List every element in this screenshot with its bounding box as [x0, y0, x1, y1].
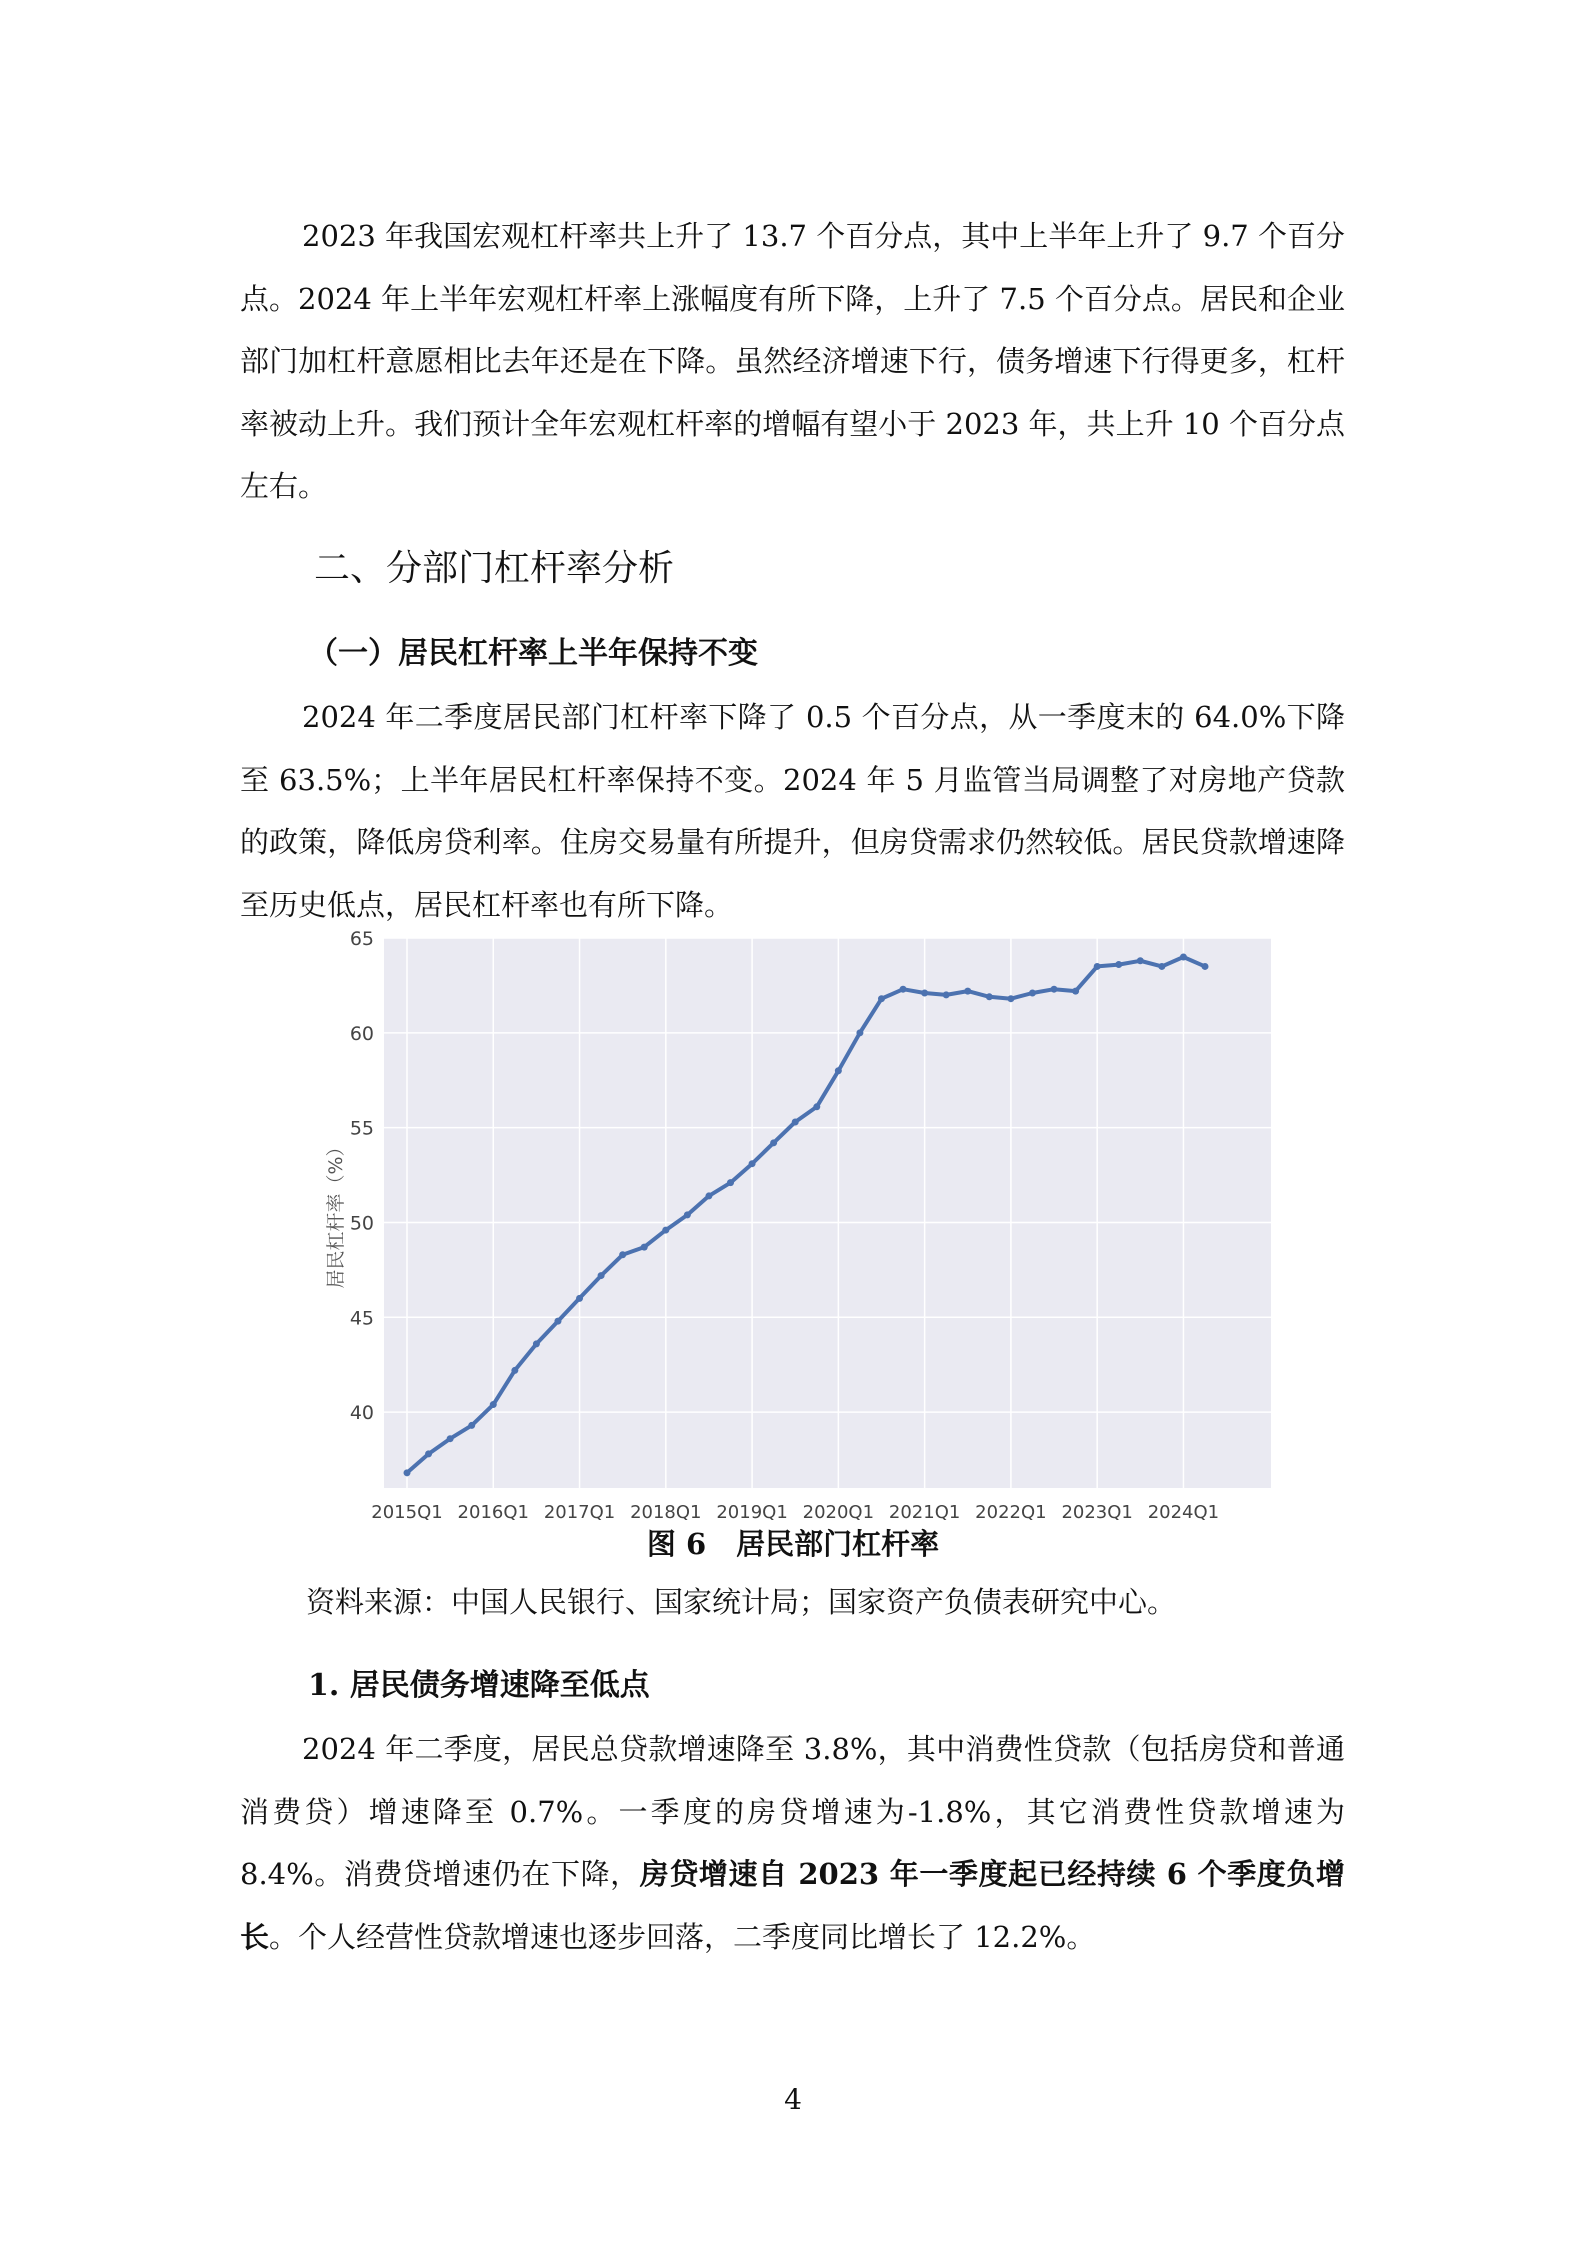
data-point-2015Q3	[447, 1435, 454, 1442]
data-point-2018Q4	[727, 1179, 734, 1186]
data-point-2017Q1	[576, 1295, 583, 1302]
data-point-2019Q4	[813, 1103, 820, 1110]
x-tick-label: 2022Q1	[975, 1502, 1047, 1520]
y-tick-label: 60	[349, 1022, 374, 1045]
x-tick-label: 2017Q1	[543, 1502, 616, 1520]
data-point-2017Q3	[619, 1251, 626, 1258]
data-point-2017Q2	[598, 1272, 605, 1279]
data-point-2018Q1	[662, 1227, 669, 1234]
data-point-2023Q1	[1094, 963, 1101, 970]
data-point-2020Q1	[835, 1067, 842, 1074]
paragraph-household-leverage	[240, 686, 1345, 936]
data-point-2015Q2	[425, 1450, 432, 1457]
y-tick-label: 65	[349, 930, 374, 950]
data-point-2021Q4	[986, 993, 993, 1000]
x-tick-label: 2019Q1	[716, 1502, 788, 1520]
x-tick-label: 2016Q1	[457, 1502, 529, 1520]
figure-number: 图 6	[646, 1527, 707, 1561]
data-point-2017Q4	[641, 1244, 648, 1251]
data-point-2016Q4	[554, 1318, 561, 1325]
x-tick-labels	[371, 1502, 1219, 1520]
subheading-household-debt: 1. 居民债务增速降至低点	[308, 1668, 650, 1703]
figure-title: 居民部门杠杆率	[736, 1527, 940, 1561]
plot-background	[384, 938, 1271, 1488]
x-tick-label: 2018Q1	[630, 1502, 702, 1520]
data-point-2016Q1	[490, 1401, 497, 1408]
data-point-2019Q2	[770, 1139, 777, 1146]
x-tick-label: 2021Q1	[888, 1502, 961, 1520]
household-leverage-chart	[320, 930, 1280, 1520]
paragraph-macro-leverage	[240, 205, 1345, 518]
x-tick-label: 2015Q1	[371, 1502, 443, 1520]
paragraph-macro-leverage-text: 2023 年我国宏观杠杆率共上升了 13.7 个百分点，其中上半年上升了 9.7 个百分点。2024 年上半年宏观杠杆率上涨幅度有所下降，上升了 7.5 个百分点。居民和企业部门加杠杆意愿相比去年还是在下降。虽然经济增速下行，债务增速下行得更多，杠杆率被动上升。我们预计全年宏观杠杆率的增幅有望小于 2023 年，共上升 10 个百分点左右。	[240, 219, 1345, 503]
section-heading: 二、分部门杠杆率分析	[314, 548, 675, 589]
paragraph-household-debt-text-a: 2024 年二季度，居民总贷款增速降至 3.8%，其中消费性贷款（包括房贷和普通消费贷）增速降至 0.7%。一季度的房贷增速为-1.8%，其它消费性贷款增速为 8.4%。消费贷增速仍在下降，	[240, 1732, 1345, 1891]
data-point-2021Q2	[943, 991, 950, 998]
data-point-2019Q1	[749, 1160, 756, 1167]
data-point-2020Q2	[856, 1029, 863, 1036]
data-point-2023Q3	[1137, 957, 1144, 964]
paragraph-household-debt-text-b: 。个人经营性贷款增速也逐步回落，二季度同比增长了 12.2%。	[269, 1919, 1096, 1954]
data-point-2023Q4	[1158, 963, 1165, 970]
subsection-heading: （一）居民杠杆率上半年保持不变	[308, 636, 758, 671]
source-note: 资料来源：中国人民银行、国家统计局；国家资产负债表研究中心。	[306, 1585, 1177, 1619]
y-tick-label: 50	[349, 1212, 374, 1235]
paragraph-household-debt	[240, 1718, 1345, 1968]
data-point-2019Q3	[792, 1118, 799, 1125]
x-tick-label: 2020Q1	[802, 1502, 875, 1520]
data-point-2020Q4	[900, 986, 907, 993]
data-point-2024Q2	[1202, 963, 1209, 970]
data-point-2018Q3	[705, 1192, 712, 1199]
y-tick-label: 55	[349, 1117, 374, 1140]
x-tick-label: 2023Q1	[1061, 1502, 1133, 1520]
paragraph-household-debt-emphasis: 房贷增速自 2023 年一季度起已经持续 6 个季度负增长	[240, 1857, 1345, 1954]
data-point-2021Q3	[964, 988, 971, 995]
x-tick-label: 2024Q1	[1147, 1502, 1220, 1520]
page-number: 4	[784, 2083, 802, 2116]
y-axis-label: 居民杠杆率（%）	[325, 1137, 347, 1289]
y-tick-labels	[350, 930, 374, 1424]
data-point-2015Q4	[468, 1422, 475, 1429]
data-point-2016Q2	[511, 1367, 518, 1374]
data-point-2022Q1	[1007, 995, 1014, 1002]
paragraph-household-leverage-text: 2024 年二季度居民部门杠杆率下降了 0.5 个百分点，从一季度末的 64.0%下降至 63.5%；上半年居民杠杆率保持不变。2024 年 5 月监管当局调整了对房地产贷款的政策，降低房贷利率。住房交易量有所提升，但房贷需求仍然较低。居民贷款增速降至历史低点，居民杠杆率也有所下降。	[240, 700, 1345, 922]
data-point-2015Q1	[404, 1469, 411, 1476]
data-point-2022Q3	[1051, 986, 1058, 993]
data-point-2024Q1	[1180, 953, 1187, 960]
data-point-2020Q3	[878, 995, 885, 1002]
data-point-2018Q2	[684, 1211, 691, 1218]
data-point-2022Q2	[1029, 990, 1036, 997]
figure-caption	[0, 1522, 1586, 1563]
y-tick-label: 45	[349, 1307, 374, 1330]
data-point-2016Q3	[533, 1340, 540, 1347]
data-point-2021Q1	[921, 990, 928, 997]
data-point-2022Q4	[1072, 988, 1079, 995]
y-tick-label: 40	[349, 1402, 374, 1425]
data-point-2023Q2	[1115, 961, 1122, 968]
